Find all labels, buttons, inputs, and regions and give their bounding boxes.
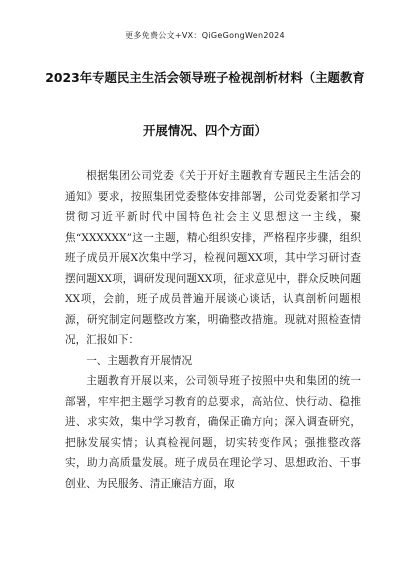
section-paragraph: 主题教育开展以来，公司领导班子按照中央和集团的统一部署，牢牢把主题学习教育的总要求，高站位、快行动、稳推进、求实效，集中学习教育，确保正确方向；深入调查研究，把脉发展实情；认真检视问题，切实转变作风；强推整改落实，助力高质量发展。班子成员在理论学习、思想政治、干事创业、为民服务、清正廉洁方面，取	[65, 375, 361, 490]
section-heading: 一、主题教育开展情况	[86, 354, 193, 367]
header-note: 更多免费公文+VX：QiGeGongWen2024	[125, 31, 285, 40]
intro-paragraph: 根据集团公司党委《关于开好主题教育专题民主生活会的通知》要求，按照集团党委整体安排部署，公司党委紧扣学习贯彻习近平新时代中国特色社会主义思想这一主线，聚焦“XXXXXX”这一主题，精心组织安排，严格程序步骤，组织班子成员开展X次集中学习，检视问题XX项，其中学习研讨查摆问题XX项，调研发现问题XX项，征求意见中，群众反映问题XX项，会前，班子成员普遍开展谈心谈话，认真剖析问题根源，研究制定问题整改方案，明确整改措施。现就对照检查情况，汇报如下：	[65, 170, 361, 346]
document-title-line-1: 2023年专题民主生活会领导班子检视剖析材料（主题教育	[45, 70, 365, 85]
document-title-line-2: 开展情况、四个方面）	[143, 123, 267, 138]
document-body	[65, 166, 361, 494]
